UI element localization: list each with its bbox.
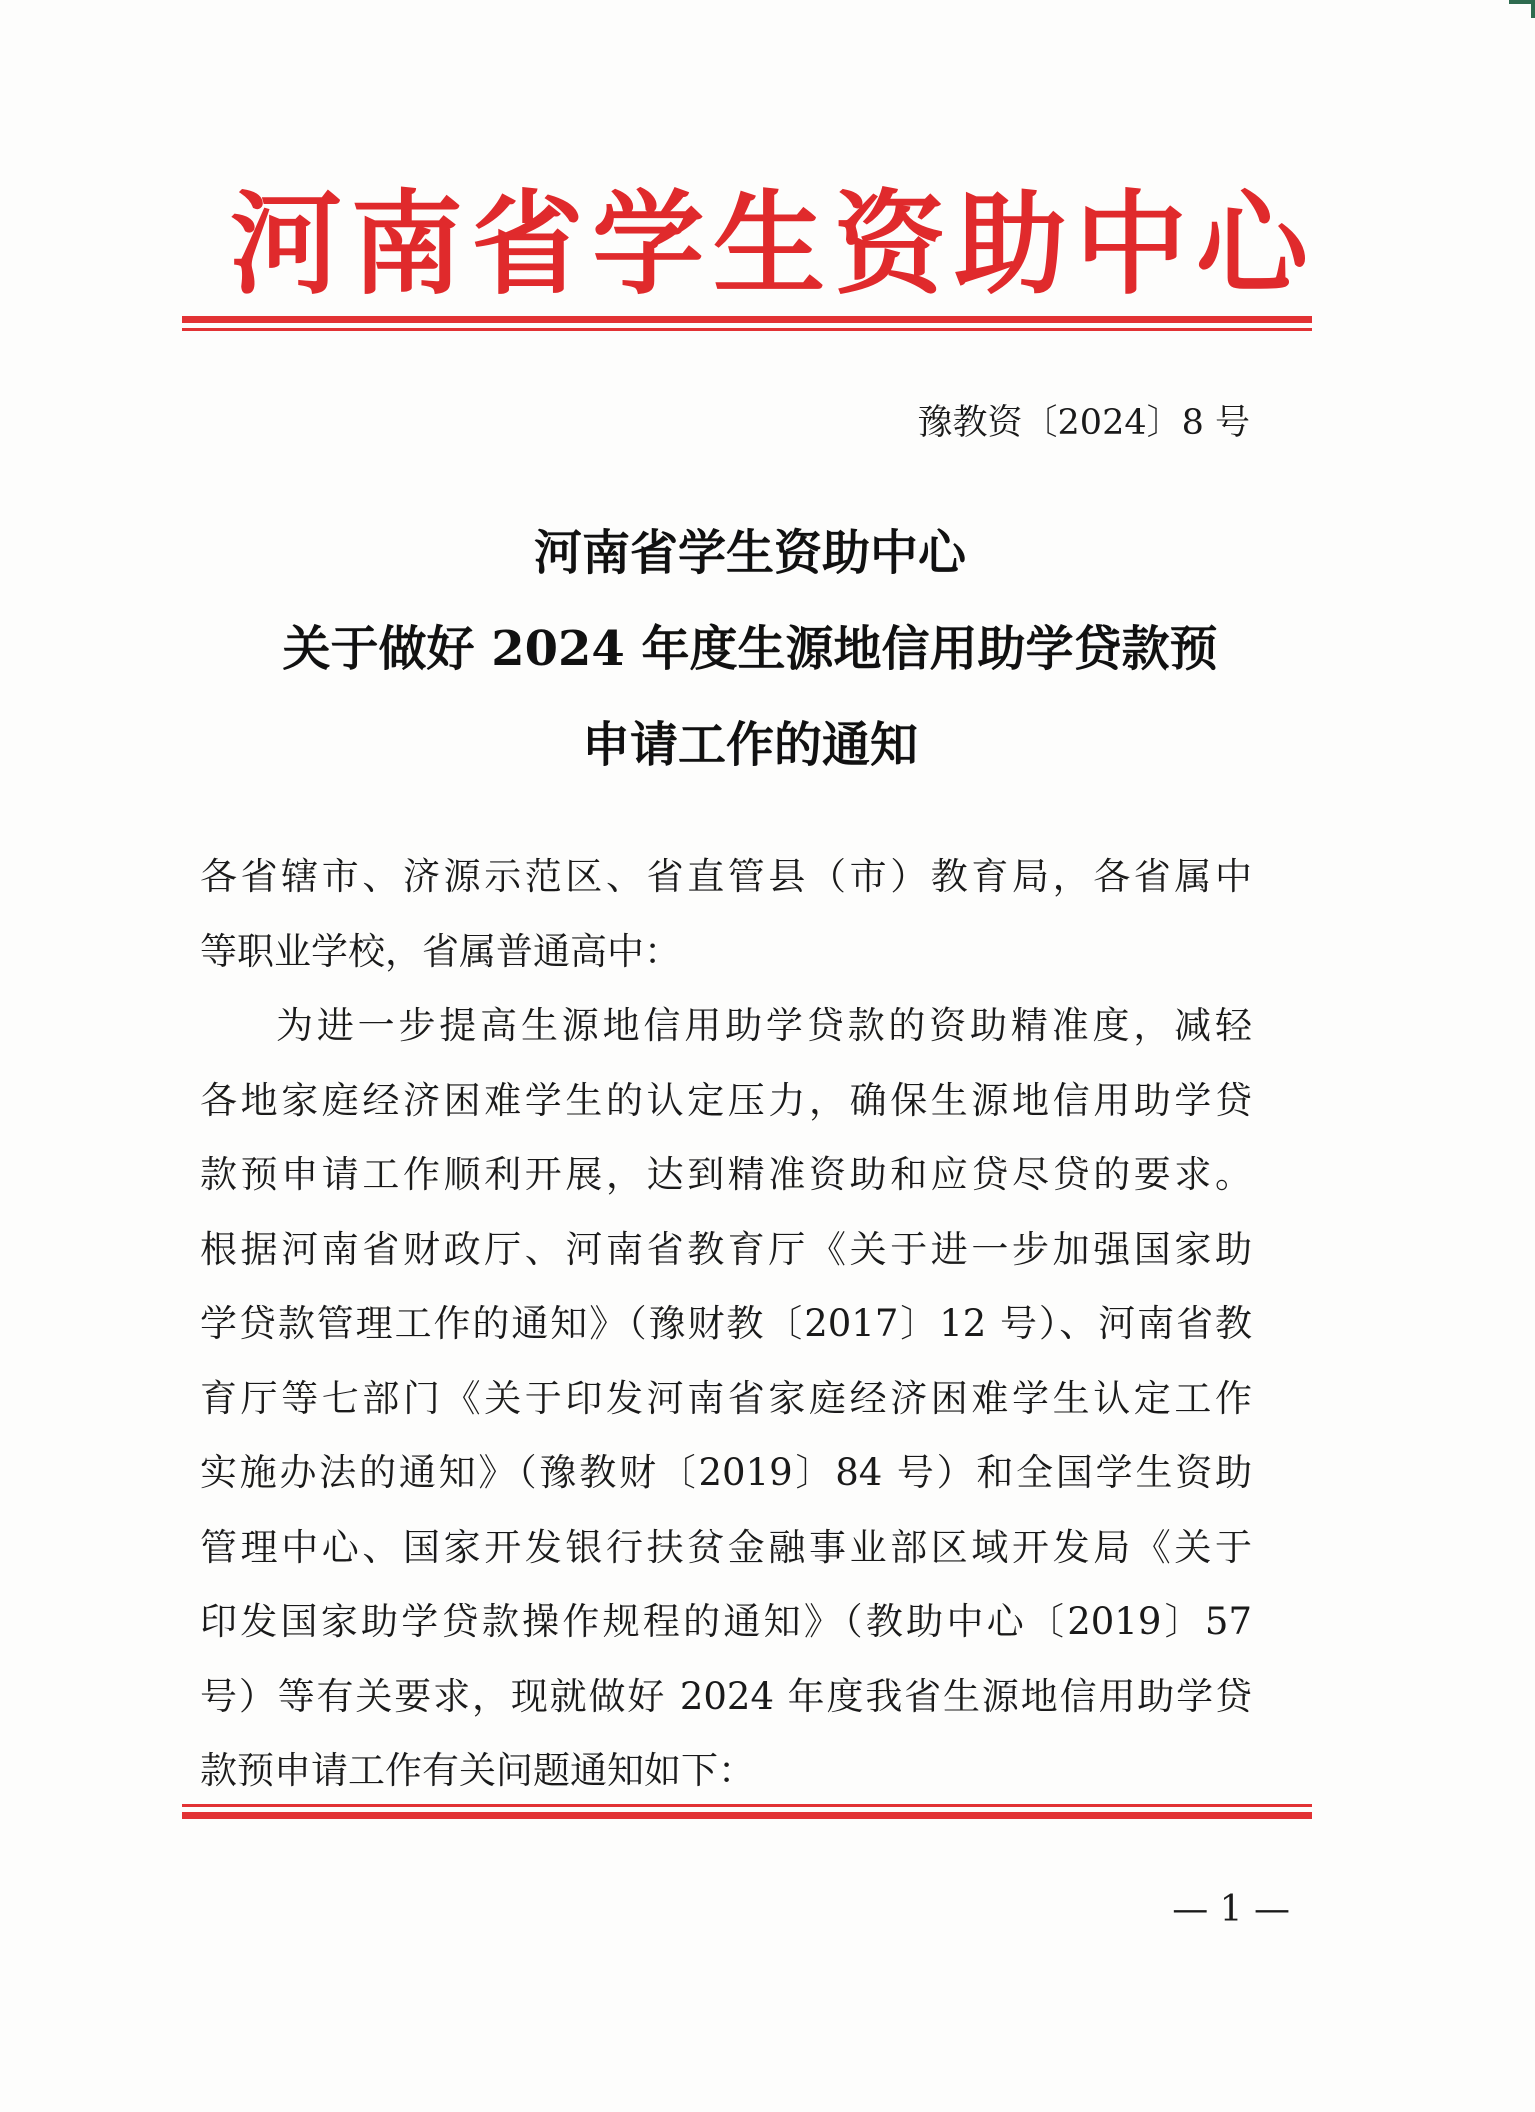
body-line: 为进一步提高生源地信用助学贷款的资助精准度，减轻 [276,1004,1252,1047]
body-line: 各地家庭经济困难学生的认定压力，确保生源地信用助学贷 [200,1078,1252,1122]
header-red-rule [182,316,1312,331]
footer-red-rule [182,1804,1312,1819]
body-line: 等职业学校，省属普通高中： [200,929,681,973]
document-number: 豫教资〔2024〕8 号 [917,403,1250,443]
document-title [170,505,1330,793]
body-line: 实施办法的通知》（豫教财〔2019〕84 号）和全国学生资助 [200,1451,1252,1494]
body-line: 根据河南省财政厅、河南省教育厅《关于进一步加强国家助 [200,1227,1252,1271]
body-line: 印发国家助学贷款操作规程的通知》（教助中心〔2019〕57 [200,1600,1252,1643]
body-line: 育厅等七部门《关于印发河南省家庭经济困难学生认定工作 [200,1376,1252,1420]
body-line: 款预申请工作顺利开展，达到精准资助和应贷尽贷的要求。 [200,1153,1252,1196]
title-line-2: 关于做好 2024 年度生源地信用助学贷款预 [282,621,1218,677]
page-number: — 1 — [1172,1889,1290,1930]
title-line-3: 申请工作的通知 [581,717,918,773]
body-line: 管理中心、国家开发银行扶贫金融事业部区域开发局《关于 [200,1525,1252,1569]
body-line: 学贷款管理工作的通知》（豫财教〔2017〕12 号）、河南省教 [200,1302,1252,1345]
issuer-header: 河南省学生资助中心 [230,179,1310,310]
body-line: 号）等有关要求，现就做好 2024 年度我省生源地信用助学贷 [200,1674,1252,1718]
body-line: 各省辖市、济源示范区、省直管县（市）教育局，各省属中 [200,855,1252,898]
body-line: 款预申请工作有关问题通知如下： [200,1749,755,1792]
document-body [200,840,1252,1809]
scan-corner-mark-edge [1531,4,1535,18]
title-line-1: 河南省学生资助中心 [533,525,966,581]
